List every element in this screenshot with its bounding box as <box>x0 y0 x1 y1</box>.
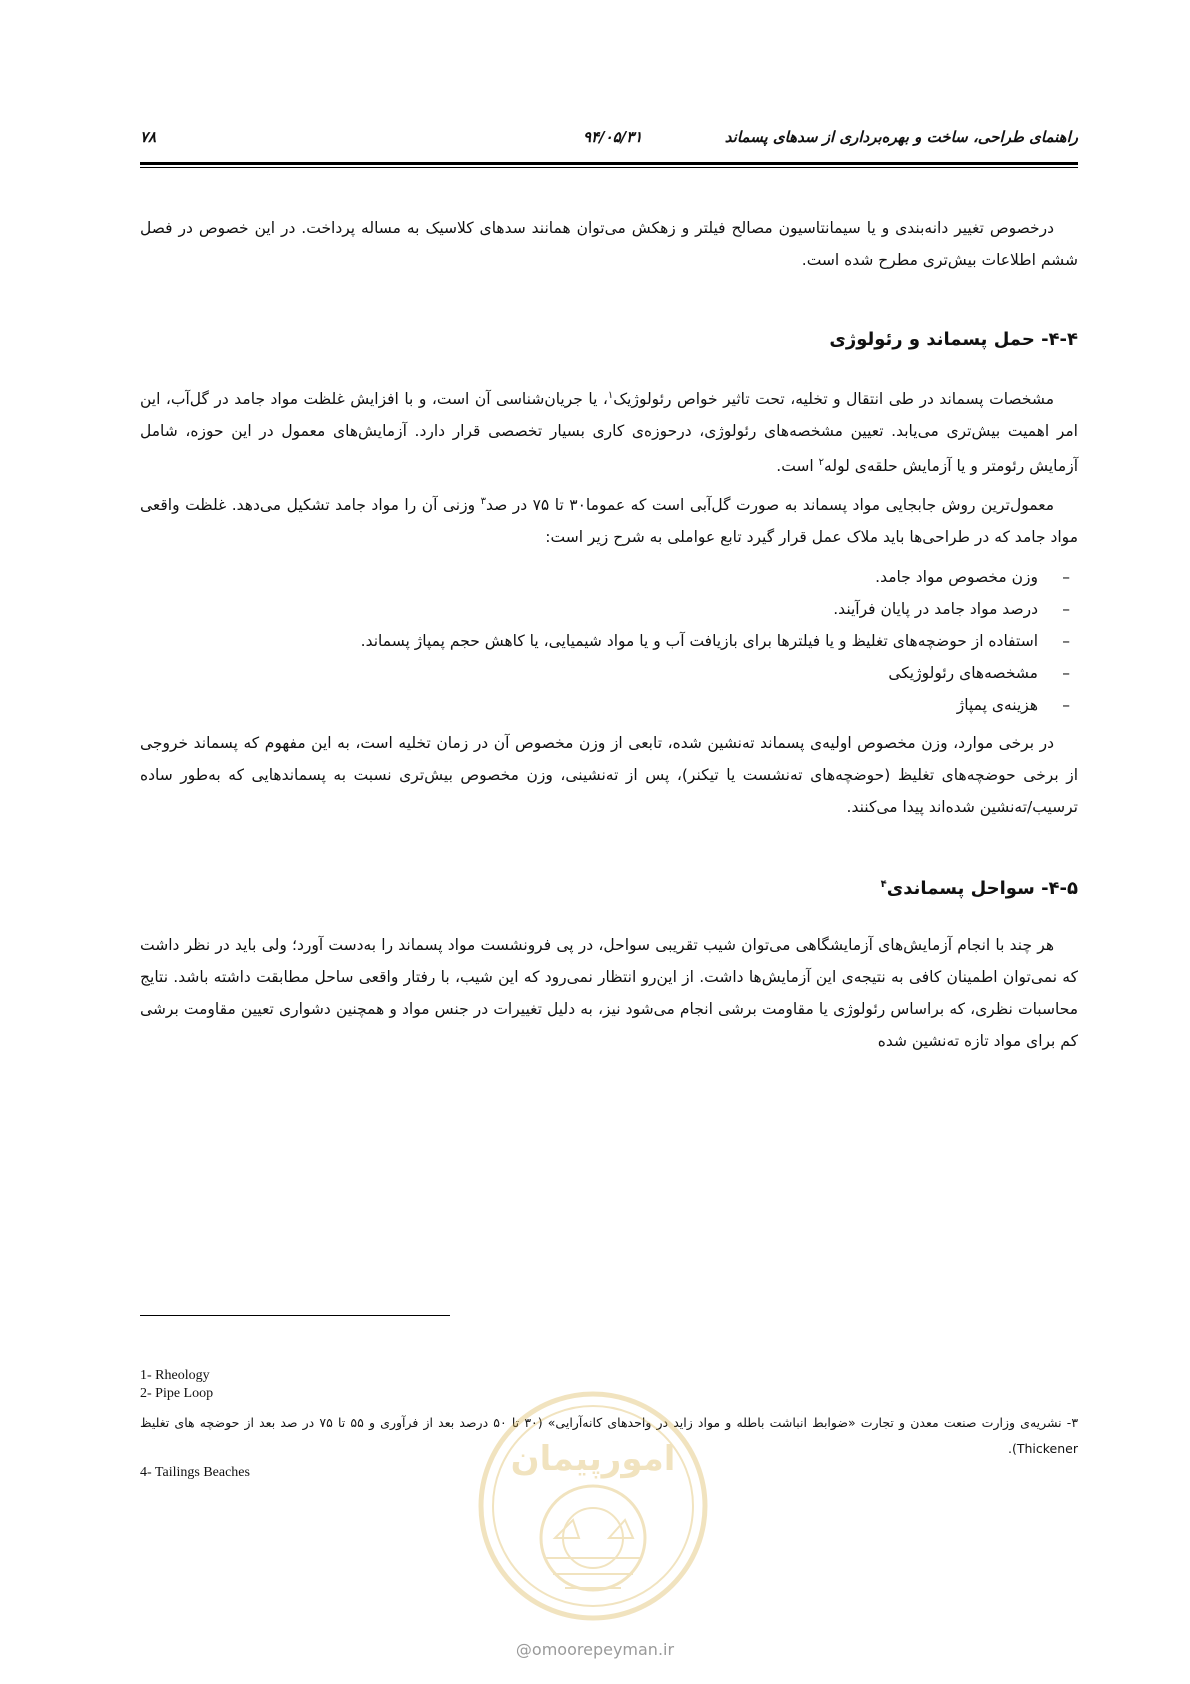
footnote-1: 1- Rheology <box>140 1368 210 1383</box>
list-item-text: وزن مخصوص مواد جامد. <box>875 568 1038 587</box>
dash-bullet: – <box>1062 664 1070 683</box>
footnote-3: ۳- نشریه‌ی وزارت صنعت معدن و تجارت «ضوابط انباشت باطله و مواد زاید در واحدهای کانه‌آرایی» (۳۰ تا ۵۰ درصد بعد از فرآوری و ۵۵ تا ۷۵ در صد بعد از حوضچه های تغلیظ Thickener). <box>140 1415 1079 1456</box>
section-heading-4-4: ۴-۴- حمل پسماند و رئولوژی <box>829 329 1078 350</box>
list-item-text: استفاده از حوضچه‌های تغلیظ و یا فیلترها برای بازیافت آب و یا مواد شیمیایی، یا کاهش حجم پمپاژ پسماند. <box>360 632 1038 651</box>
list-item <box>140 657 1070 689</box>
section-4-4-paragraph-1 <box>140 380 1078 482</box>
watermark-logo-text: امورپیمان <box>510 1439 676 1479</box>
section-4-5-paragraph-1: هر چند با انجام آزمایش‌های آزمایشگاهی می‌توان شیب تقریبی سواحل، در پی فرونشست مواد پسماند را به‌دست آورد؛ ولی باید در نظر داشت که نمی‌توان اطمینان کافی به نتیجه‌ی این آزمایش‌ها داشت. از این‌رو انتظار نمی‌رود که این شیب، با رفتار واقعی ساحل مطابقت داشته باشد. نتایج محاسبات نظری، که براساس رئولوژی یا مقاومت برشی انجام می‌شود نیز، به دلیل تغییرات در جنس مواد و همچنین دشواری تعیین مقاومت برشی کم برای مواد تازه ته‌نشین شده <box>140 936 1078 1051</box>
section-heading-4-5 <box>140 871 1078 903</box>
header-date: ۹۴/۰۵/۳۱ <box>583 128 643 146</box>
footnote-2: 2- Pipe Loop <box>140 1386 214 1401</box>
p1-text-a: مشخصات پسماند در طی انتقال و تخلیه، تحت تاثیر خواص رئولوژیک <box>613 390 1055 409</box>
page-number: ۷۸ <box>140 128 157 146</box>
header-rule-thick <box>140 162 1078 165</box>
section-4-5-title: ۴-۵- سواحل پسماندی <box>886 878 1078 900</box>
footnote-ref-3[interactable]: ۳ <box>480 496 486 508</box>
section-4-4-paragraph-3: در برخی موارد، وزن مخصوص اولیه‌ی پسماند ته‌نشین شده، تابعی از وزن مخصوص آن در زمان تخلیه است، به این مفهوم که پسماند خروجی از برخی حوضچه‌های تغلیظ (حوضچه‌های ته‌نشست یا تیکنر)، پس از ته‌نشینی، وزن مخصوص بیش‌تری نسبت به پسماندهایی که به‌طور ساده ترسیب/ته‌نشین شده‌اند پیدا می‌کنند. <box>140 734 1078 817</box>
list-item <box>140 561 1070 593</box>
section-4-4-paragraph-2 <box>140 486 1078 553</box>
p2-text-a: معمول‌ترین روش جابجایی مواد پسماند به صورت گل‌آبی است که عموما۳۰ تا ۷۵ در صد <box>485 496 1054 515</box>
intro-paragraph: درخصوص تغییر دانه‌بندی و یا سیمانتاسیون مصالح فیلتر و زهکش می‌توان همانند سدهای کلاسیک به مساله پرداخت. در این خصوص در فصل ششم اطلاعات بیش‌تری مطرح شده است. <box>140 219 1078 269</box>
header-rule-thin <box>140 167 1078 168</box>
dash-bullet: – <box>1062 600 1070 619</box>
factor-list <box>140 561 1078 721</box>
footnote-ref-2[interactable]: ۲ <box>818 457 825 469</box>
footnote-4: 4- Tailings Beaches <box>140 1465 250 1480</box>
footnote-ref-4[interactable]: ۴ <box>880 879 887 891</box>
p1-text-b: ، یا جریان‌شناسی آن است، و با افزایش غلظت مواد جامد در گل‌آب، این امر اهمیت بیش‌تری می‌یابد. تعیین مشخصه‌های رئولوژی، درحوزه‌ی کاری بسیار تخصصی قرار دارد. آزمایش‌های معمول در این حوزه، شامل آزمایش رئومتر و یا آزمایش حلقه‌ی لوله <box>140 390 1078 476</box>
page-header <box>140 128 1078 158</box>
list-item-text: درصد مواد جامد در پایان فرآیند. <box>833 600 1038 619</box>
p2-text-b: وزنی آن را مواد جامد تشکیل می‌دهد. غلظت واقعی مواد جامد که در طراحی‌ها باید ملاک عمل قرار گیرد تابع عواملی به شرح زیر است: <box>140 496 1078 547</box>
list-item <box>140 625 1070 657</box>
list-item-text: هزینه‌ی پمپاژ <box>956 696 1038 715</box>
list-item <box>140 593 1070 625</box>
header-title: راهنمای طراحی، ساخت و بهره‌برداری از سدهای پسماند <box>724 128 1078 146</box>
footnote-ref-1[interactable]: ۱ <box>607 390 614 401</box>
page-content <box>140 212 1078 1057</box>
dash-bullet: – <box>1062 632 1070 651</box>
p1-text-c: است. <box>776 457 819 476</box>
dash-bullet: – <box>1062 568 1070 587</box>
dash-bullet: – <box>1062 696 1070 715</box>
watermark-site: @omoorepeyman.ir <box>515 1640 675 1659</box>
list-item <box>140 689 1070 721</box>
watermark-seal-icon <box>475 1388 711 1624</box>
list-item-text: مشخصه‌های رئولوژیکی <box>888 664 1038 683</box>
footnote-separator <box>140 1315 450 1316</box>
